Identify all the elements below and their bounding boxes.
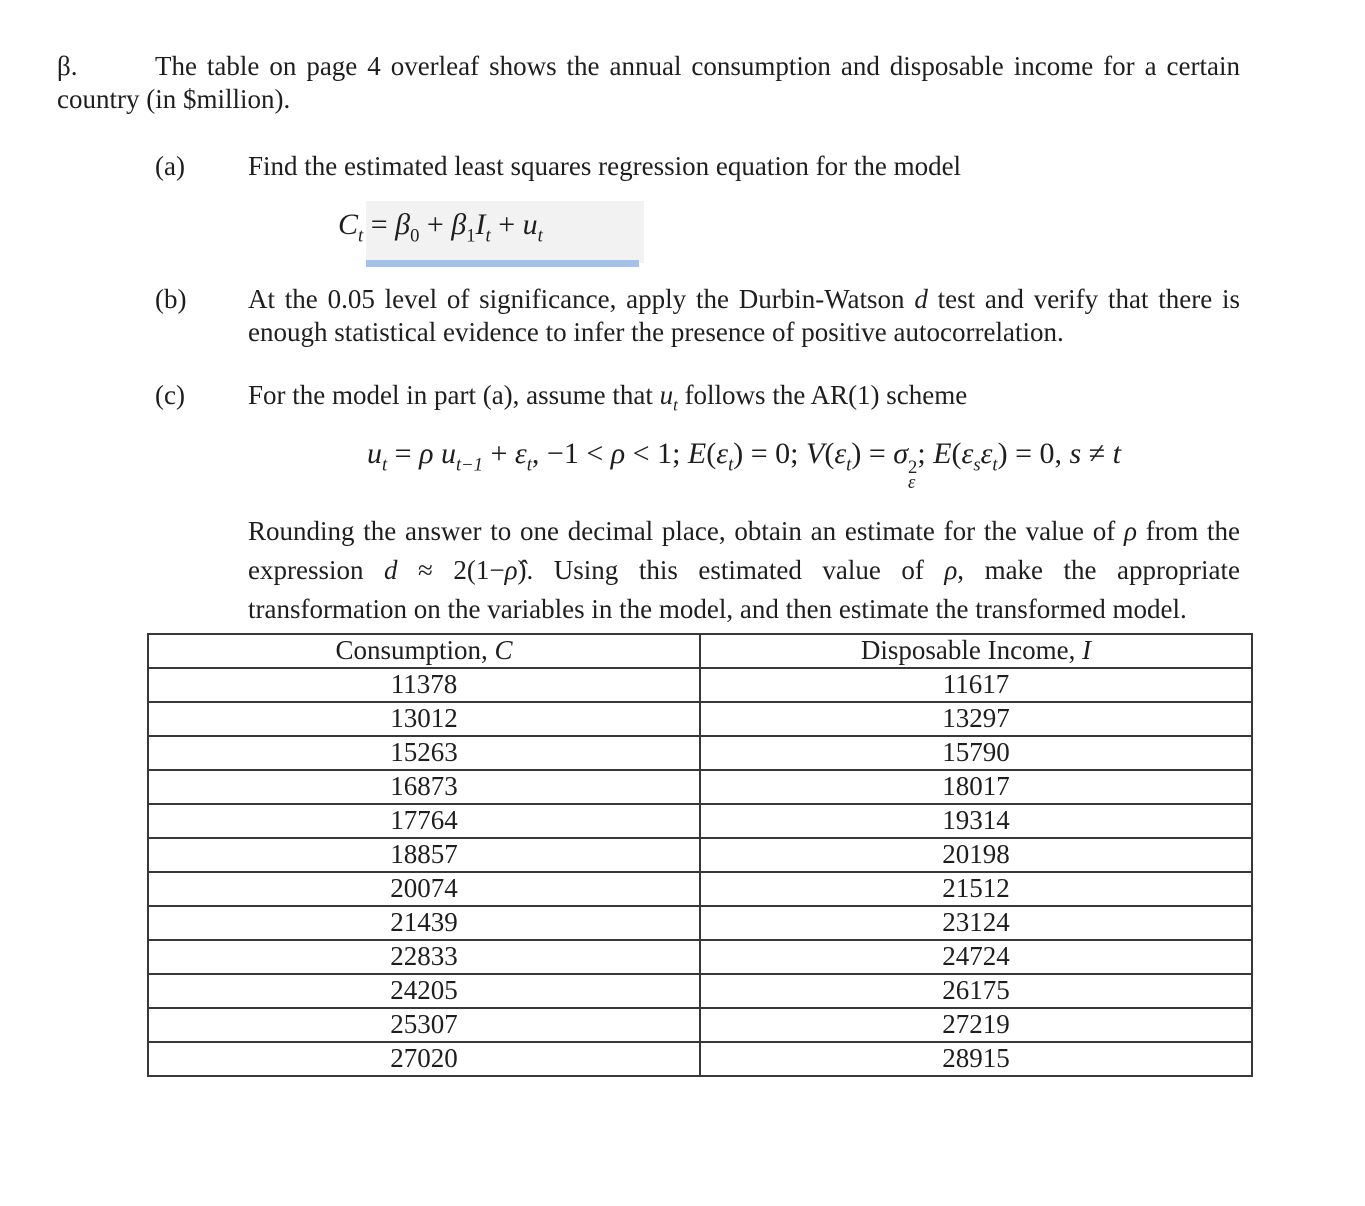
part-b [155,283,1240,349]
table-cell: 11617 [700,668,1252,702]
table-row [148,702,1252,736]
table-cell: 20074 [148,872,700,906]
column-header: Consumption, C [148,634,700,668]
ar1-equation: $u_t = \rho$ $u_{t-1} + \varepsilon_t$, −1 < ρ < 1; $E(\varepsilon_t) = 0$; $V(\varepsilon_t) = \sigma$ 2 ε ; $E(\varepsilon_s\varepsilon_t) = 0$, s ≠ t [366,436,1122,493]
table-row [148,1042,1252,1076]
table-row [148,770,1252,804]
table-cell: 20198 [700,838,1252,872]
table-cell: 22833 [148,940,700,974]
table-cell: 18857 [148,838,700,872]
table-cell: 13012 [148,702,700,736]
part-c-intro: For the model in part (a), assume that $u_t$ follows the AR(1) scheme [248,379,968,415]
table-cell: 24205 [148,974,700,1008]
model-equation: $C_t = \beta_0 + \beta_1I_t + u_t$ [338,207,543,247]
part-b-text: At the 0.05 level of significance, apply the Durbin-Watson d test and verify that there is enough statistical evidence to infer the presence of positive autocorrelation. [248,283,1241,347]
table-body [148,668,1252,1076]
part-a-body [248,150,1240,267]
table-row [148,906,1252,940]
ar1-equation-row [248,436,1240,492]
table-row [148,940,1252,974]
table-row [148,974,1252,1008]
table-cell: 27219 [700,1008,1252,1042]
table-cell: 28915 [700,1042,1252,1076]
table-cell: 19314 [700,804,1252,838]
question-number: β. [57,51,78,81]
table-cell: 21512 [700,872,1252,906]
table-cell: 26175 [700,974,1252,1008]
table-cell: 25307 [148,1008,700,1042]
column-header: Disposable Income, I [700,634,1252,668]
part-c-label: (c) [155,379,185,410]
model-equation-block [338,207,639,267]
table-cell: 17764 [148,804,700,838]
part-c-body [248,379,1240,629]
question-parts [155,150,1240,629]
part-a [155,150,1240,267]
table-header-row [148,634,1252,668]
table-row [148,872,1252,906]
part-c [155,379,1240,629]
table-row [148,838,1252,872]
table-row [148,804,1252,838]
blue-underline [366,260,639,267]
table-row [148,1008,1252,1042]
question-intro-text: The table on page 4 overleaf shows the annual consumption and disposable income for a certain country (in $million). [57,51,1240,114]
table-cell: 11378 [148,668,700,702]
table-cell: 18017 [700,770,1252,804]
table-cell: 15790 [700,736,1252,770]
table-cell: 27020 [148,1042,700,1076]
table-cell: 16873 [148,770,700,804]
table-cell: 13297 [700,702,1252,736]
part-a-text: Find the estimated least squares regression equation for the model [248,150,962,181]
table-row [148,668,1252,702]
table-cell: 24724 [700,940,1252,974]
table-cell: 21439 [148,906,700,940]
part-c-paragraph: Rounding the answer to one decimal place, obtain an estimate for the value of ρ from the expression d ≈ 2(1−ρ̂). Using this estimated value of ρ, make the appropriate transformation on the variables in the model, and then estimate the transformed model. [248,515,1240,624]
table-head [148,634,1252,668]
stacked-scripts: 2 ε [908,457,918,493]
part-b-label: (b) [155,283,187,314]
part-b-body [248,283,1240,349]
data-table [147,633,1253,1077]
table-cell: 23124 [700,906,1252,940]
question-heading [57,50,1240,116]
table-cell: 15263 [148,736,700,770]
table-row [148,736,1252,770]
part-a-label: (a) [155,150,185,181]
